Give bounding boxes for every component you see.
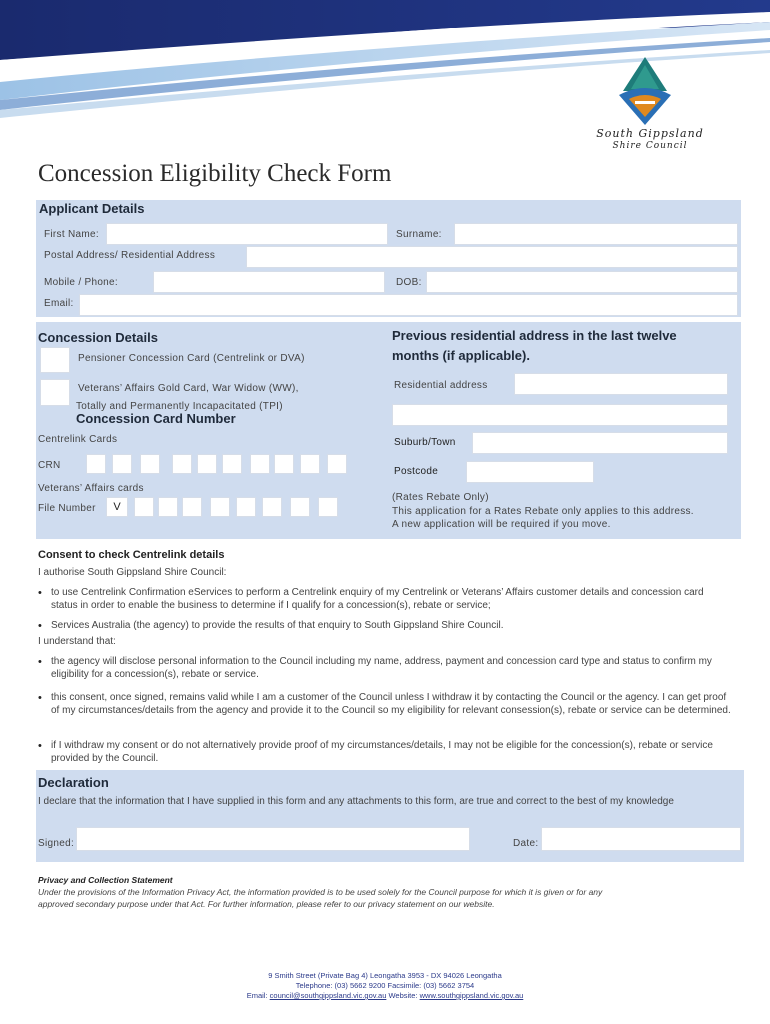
residential-address-label: Residential address bbox=[394, 380, 488, 391]
footer-email-link[interactable]: council@southgippsland.vic.gov.au bbox=[269, 991, 387, 1000]
file-number-label: File Number bbox=[38, 503, 96, 514]
date-label: Date: bbox=[513, 838, 539, 849]
file-number-prefix-box[interactable]: V bbox=[106, 497, 128, 517]
file-digit-box[interactable] bbox=[236, 497, 256, 517]
signed-label: Signed: bbox=[38, 838, 75, 849]
postcode-input[interactable] bbox=[466, 461, 594, 483]
veterans-checkbox[interactable] bbox=[40, 379, 70, 406]
residential-address-input[interactable] bbox=[514, 373, 728, 395]
suburb-label: Suburb/Town bbox=[394, 437, 456, 448]
footer-contact bbox=[0, 991, 770, 1000]
concession-heading: Concession Details bbox=[38, 330, 158, 345]
veterans-cards-label: Veterans’ Affairs cards bbox=[38, 483, 144, 494]
crn-label: CRN bbox=[38, 460, 61, 471]
file-digit-box[interactable] bbox=[158, 497, 178, 517]
residential-address-line2-input[interactable] bbox=[392, 404, 728, 426]
pensioner-checkbox[interactable] bbox=[40, 347, 70, 373]
email-input[interactable] bbox=[79, 294, 738, 316]
crn-digit-box[interactable] bbox=[86, 454, 106, 474]
postal-address-label: Postal Address/ Residential Address bbox=[44, 250, 216, 261]
dob-input[interactable] bbox=[426, 271, 738, 293]
first-name-label: First Name: bbox=[44, 229, 99, 240]
postcode-label: Postcode bbox=[394, 466, 439, 477]
consent-bullet: • this consent, once signed, remains valid while I am a customer of the Council unless I withdraw it by contacting the Council or the agency. I can get proof of my circumstances/details from the agency and provide it to the Council so my eligibility for relevant consession(s), rebate or service can be determined. bbox=[51, 692, 736, 717]
rates-rebate-note-line1: (Rates Rebate Only) bbox=[392, 492, 489, 503]
logo-text-line2: Shire Council bbox=[612, 141, 688, 151]
surname-input[interactable] bbox=[454, 223, 738, 245]
crn-digit-box[interactable] bbox=[300, 454, 320, 474]
file-digit-box[interactable] bbox=[210, 497, 230, 517]
applicant-heading: Applicant Details bbox=[39, 201, 145, 216]
crn-digit-box[interactable] bbox=[112, 454, 132, 474]
council-logo bbox=[605, 55, 685, 135]
veterans-option-line2: Totally and Permanently Incapacitated (TPI) bbox=[76, 401, 283, 412]
surname-label: Surname: bbox=[396, 229, 442, 240]
footer-email-label: Email: bbox=[246, 991, 268, 1000]
consent-understand-text: I understand that: bbox=[38, 636, 116, 647]
privacy-text-line1: Under the provisions of the Information Privacy Act, the information provided is to be used solely for the Council purpose for which it is given or for any bbox=[38, 887, 603, 897]
page-title: Concession Eligibility Check Form bbox=[38, 160, 392, 187]
previous-address-heading-line1: Previous residential address in the last twelve bbox=[392, 328, 677, 343]
mobile-input[interactable] bbox=[153, 271, 385, 293]
crn-digit-box[interactable] bbox=[197, 454, 217, 474]
pensioner-option-label: Pensioner Concession Card (Centrelink or DVA) bbox=[78, 353, 305, 364]
footer-website-link[interactable]: www.southgippsland.vic.gov.au bbox=[419, 991, 524, 1000]
council-logo-icon bbox=[605, 55, 685, 127]
logo-text-line1: South Gippsland bbox=[596, 127, 704, 140]
file-digit-box[interactable] bbox=[318, 497, 338, 517]
footer-address: 9 Smith Street (Private Bag 4) Leongatha 3953 - DX 94026 Leongatha bbox=[268, 971, 502, 980]
crn-digit-box[interactable] bbox=[222, 454, 242, 474]
privacy-text-line2: approved secondary purpose under that Act. For further information, please refer to our privacy statement on our website. bbox=[38, 899, 495, 909]
rates-rebate-note-line2: This application for a Rates Rebate only applies to this address. bbox=[392, 506, 694, 517]
consent-authorise-text: I authorise South Gippsland Shire Council: bbox=[38, 567, 227, 578]
file-digit-box[interactable] bbox=[290, 497, 310, 517]
mobile-label: Mobile / Phone: bbox=[44, 277, 118, 288]
crn-digit-box[interactable] bbox=[172, 454, 192, 474]
consent-bullet: • the agency will disclose personal information to the Council including my name, address, payment and concession card type and status to confirm my eligibility for a concession(s), rebate or service. bbox=[51, 656, 721, 681]
consent-bullet: • to use Centrelink Confirmation eServices to perform a Centrelink enquiry of my Centrelink or Veterans’ Affairs customer details and concession card status in order to enable the business to determine if I qualify for a concession(s), rebate or service; bbox=[51, 587, 721, 612]
signature-input[interactable] bbox=[76, 827, 470, 851]
privacy-heading: Privacy and Collection Statement bbox=[38, 875, 173, 885]
rates-rebate-note-line3: A new application will be required if you move. bbox=[392, 519, 611, 530]
declaration-heading: Declaration bbox=[38, 775, 109, 790]
crn-digit-box[interactable] bbox=[274, 454, 294, 474]
consent-bullet: • Services Australia (the agency) to provide the results of that enquiry to South Gippsland Shire Council. bbox=[51, 620, 721, 633]
consent-bullet: • if I withdraw my consent or do not alternatively provide proof of my circumstances/details, I may not be eligible for the concession(s), rebate or service provided by the Council. bbox=[51, 740, 731, 765]
dob-label: DOB: bbox=[396, 277, 422, 288]
first-name-input[interactable] bbox=[106, 223, 388, 245]
veterans-option-line1: Veterans’ Affairs Gold Card, War Widow (WW), bbox=[78, 383, 299, 394]
file-digit-box[interactable] bbox=[182, 497, 202, 517]
consent-heading: Consent to check Centrelink details bbox=[38, 549, 225, 561]
email-label: Email: bbox=[44, 298, 74, 309]
crn-digit-box[interactable] bbox=[327, 454, 347, 474]
card-number-heading: Concession Card Number bbox=[76, 411, 236, 426]
footer-phone: Telephone: (03) 5662 9200 Facsimile: (03) 5662 3754 bbox=[295, 981, 475, 990]
file-digit-box[interactable] bbox=[134, 497, 154, 517]
postal-address-input[interactable] bbox=[246, 246, 738, 268]
crn-digit-box[interactable] bbox=[250, 454, 270, 474]
date-input[interactable] bbox=[541, 827, 741, 851]
previous-address-heading-line2: months (if applicable). bbox=[392, 348, 530, 363]
file-digit-box[interactable] bbox=[262, 497, 282, 517]
footer-website-label: Website: bbox=[388, 991, 418, 1000]
crn-digit-box[interactable] bbox=[140, 454, 160, 474]
centrelink-cards-label: Centrelink Cards bbox=[38, 434, 118, 445]
declaration-text: I declare that the information that I have supplied in this form and any attachments to this form, are true and correct to the best of my knowledge bbox=[38, 796, 674, 807]
suburb-input[interactable] bbox=[472, 432, 728, 454]
